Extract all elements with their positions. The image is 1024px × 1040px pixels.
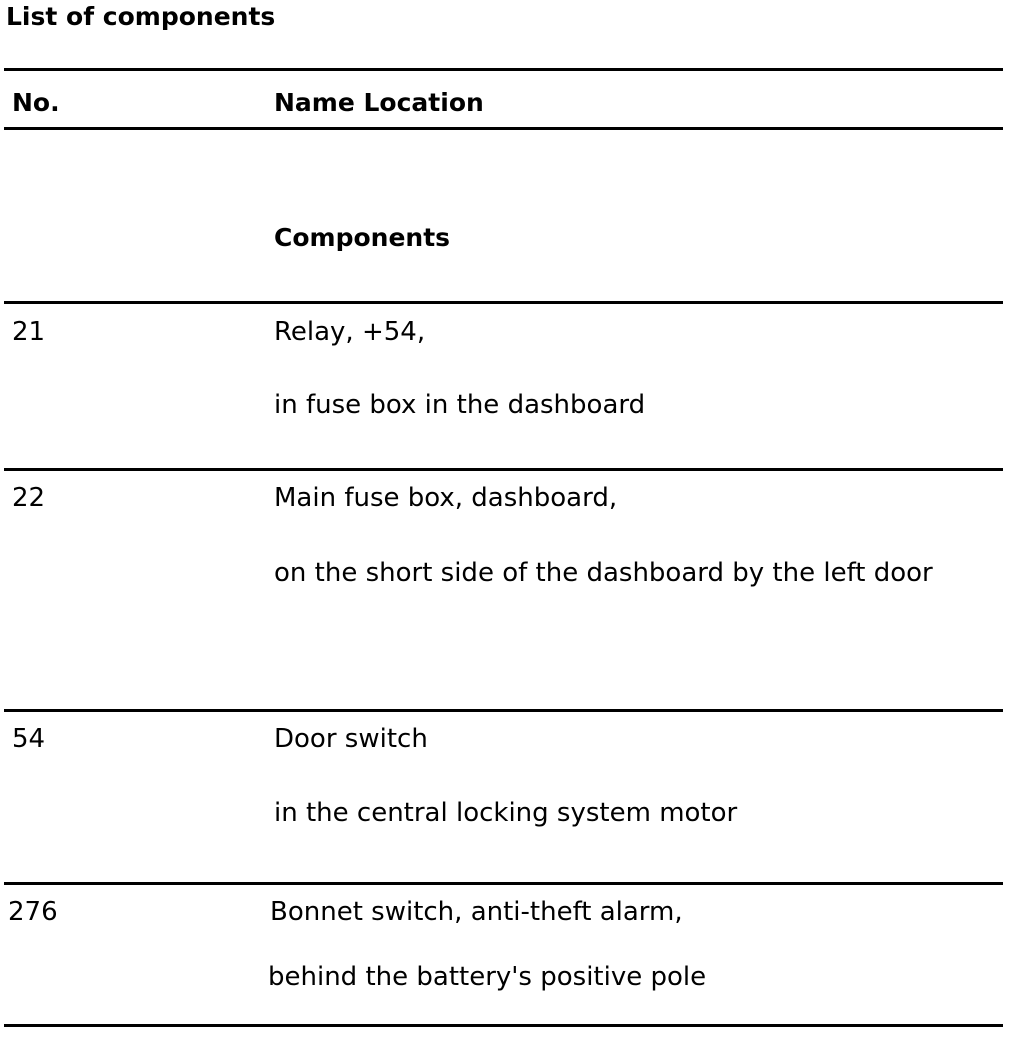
row-name: Relay, +54, — [274, 317, 426, 347]
row-divider — [4, 882, 1003, 885]
row-location: behind the battery's positive pole — [268, 962, 707, 992]
table-bottom-rule — [4, 1024, 1003, 1027]
row-name: Bonnet switch, anti-theft alarm, — [270, 897, 683, 927]
row-location: on the short side of the dashboard by the left door — [274, 558, 933, 588]
section-heading: Components — [274, 223, 451, 252]
table-top-rule — [4, 68, 1003, 71]
row-name: Door switch — [274, 724, 428, 754]
row-divider — [4, 468, 1003, 471]
row-divider — [4, 301, 1003, 304]
row-number: 276 — [8, 897, 58, 927]
header-name-location: Name Location — [274, 88, 484, 117]
header-no: No. — [12, 88, 60, 117]
row-location: in fuse box in the dashboard — [274, 390, 646, 420]
page-title: List of components — [6, 2, 276, 31]
row-number: 22 — [12, 483, 46, 513]
row-divider — [4, 709, 1003, 712]
row-name: Main fuse box, dashboard, — [274, 483, 618, 513]
row-location: in the central locking system motor — [274, 798, 738, 828]
row-number: 54 — [12, 724, 46, 754]
header-bottom-rule — [4, 127, 1003, 130]
row-number: 21 — [12, 317, 46, 347]
